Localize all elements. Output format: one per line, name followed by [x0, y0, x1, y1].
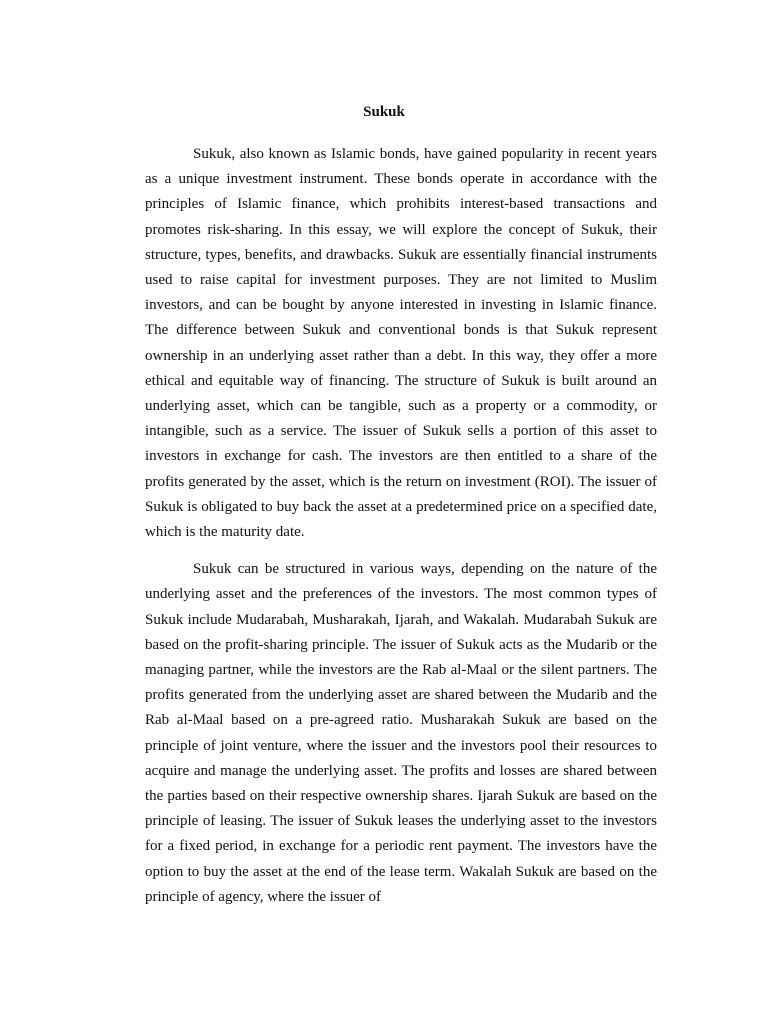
- document-body: [145, 142, 657, 922]
- paragraph-1: Sukuk, also known as Islamic bonds, have gained popularity in recent years as a unique investment instrument. These bonds operate in accordance with the principles of Islamic finance, which prohibits interest-based transactions and promotes risk-sharing. In this essay, we will explore the concept of Sukuk, their structure, types, benefits, and drawbacks. Sukuk are essentially financial instruments used to raise capital for investment purposes. They are not limited to Muslim investors, and can be bought by anyone interested in investing in Islamic finance. The difference between Sukuk and conventional bonds is that Sukuk represent ownership in an underlying asset rather than a debt. In this way, they offer a more ethical and equitable way of financing. The structure of Sukuk is built around an underlying asset, which can be tangible, such as a property or a commodity, or intangible, such as a service. The issuer of Sukuk sells a portion of this asset to investors in exchange for cash. The investors are then entitled to a share of the profits generated by the asset, which is the return on investment (ROI). The issuer of Sukuk is obligated to buy back the asset at a predetermined price on a specified date, which is the maturity date.: [145, 146, 657, 541]
- paragraph-2: Sukuk can be structured in various ways, depending on the nature of the underlying asset and the preferences of the investors. The most common types of Sukuk include Mudarabah, Musharakah, Ijarah, and Wakalah. Mudarabah Sukuk are based on the profit-sharing principle. The issuer of Sukuk acts as the Mudarib or the managing partner, while the investors are the Rab al-Maal or the silent partners. The profits generated from the underlying asset are shared between the Mudarib and the Rab al-Maal based on a pre-agreed ratio. Musharakah Sukuk are based on the principle of joint venture, where the issuer and the investors pool their resources to acquire and manage the underlying asset. The profits and losses are shared between the parties based on their respective ownership shares. Ijarah Sukuk are based on the principle of leasing. The issuer of Sukuk leases the underlying asset to the investors for a fixed period, in exchange for a periodic rent payment. The investors have the option to buy the asset at the end of the lease term. Wakalah Sukuk are based on the principle of agency, where the issuer of: [145, 561, 657, 905]
- document-title: Sukuk: [363, 104, 405, 120]
